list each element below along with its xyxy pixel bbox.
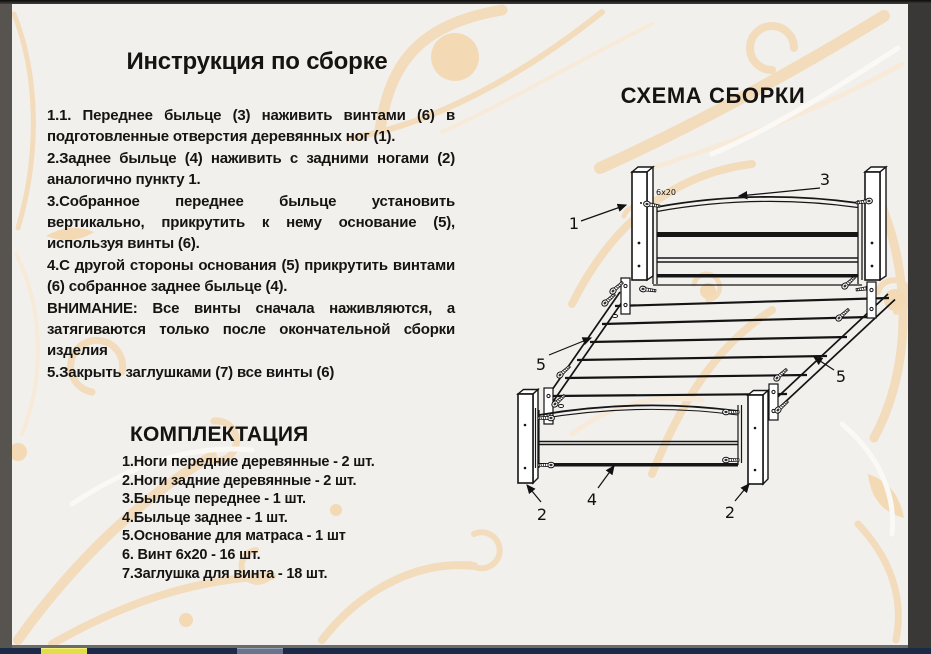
kit-item: 3.Быльце переднее - 1 шт.	[122, 491, 306, 508]
headboard-group	[632, 167, 886, 285]
callout-base-right: 5	[835, 367, 847, 386]
kit-item: 2.Ноги задние деревянные - 2 шт.	[122, 472, 357, 489]
kit-item: 7.Заглушка для винта - 18 шт.	[122, 565, 328, 582]
callout-base-left: 5	[535, 355, 547, 374]
kit-title: КОМПЛЕКТАЦИЯ	[130, 423, 309, 446]
instruction-paragraph: ВНИМАНИЕ: Все винты сначала наживляются, а затягиваются только после окончательной сборки изделия	[47, 299, 455, 360]
right-border	[908, 4, 931, 648]
taskbar-button[interactable]	[237, 648, 283, 654]
frame-screws	[551, 275, 857, 414]
instruction-paragraph: 4.С другой стороны основания (5) прикрутить винтами (6) собранное заднее быльце (4).	[47, 256, 455, 296]
diagram-title: СХЕМА СБОРКИ	[620, 83, 806, 108]
left-border	[0, 4, 12, 648]
headboard-screws	[639, 198, 873, 294]
kit-item: 4.Быльце заднее - 1 шт.	[122, 509, 288, 526]
callout-back-leg-right: 2	[724, 503, 736, 522]
kit-item: 1.Ноги передние деревянные - 2 шт.	[122, 454, 375, 470]
callout-back-leg-left: 2	[536, 505, 548, 524]
kit-item: 5.Основание для матраса - 1 шт	[122, 528, 346, 545]
callout-screw-size: 6x20	[655, 188, 677, 197]
instruction-paragraph: 5.Закрыть заглушками (7) все винты (6)	[47, 363, 335, 381]
footboard-screws	[538, 409, 739, 468]
base-frame-group	[545, 292, 895, 412]
top-border	[0, 0, 931, 4]
taskbar	[0, 648, 931, 654]
instructions-title: Инструкция по сборке	[126, 48, 388, 75]
callout-front-leg: 1	[568, 214, 580, 233]
kit-list	[122, 453, 375, 583]
callout-front-headboard: 3	[819, 170, 831, 189]
kit-item: 6. Винт 6х20 - 16 шт.	[122, 546, 261, 563]
taskbar-highlighted-button[interactable]	[41, 648, 87, 654]
instruction-paragraph: 1.1. Переднее быльце (3) наживить винтами (6) в подготовленные отверстия деревянных ног (1).	[47, 107, 455, 146]
instruction-paragraph: 3.Собранное переднее быльце установить вертикально, прикрутить к нему основание (5), используя винты (6).	[47, 192, 455, 253]
instructions-body	[47, 105, 455, 383]
instruction-paragraph: 2.Заднее быльце (4) наживить с задними ногами (2) аналогично пункту 1.	[47, 149, 455, 189]
callouts	[527, 170, 846, 524]
bed-diagram	[495, 148, 908, 578]
document-page	[12, 4, 908, 645]
callout-back-headboard: 4	[586, 490, 598, 509]
